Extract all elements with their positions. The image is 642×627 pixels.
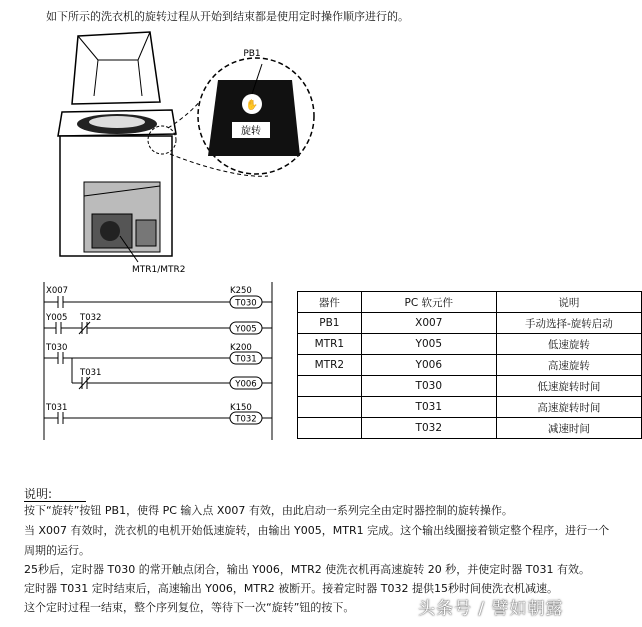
cell-element: T031: [361, 397, 496, 418]
cell-description: 高速旋转: [496, 355, 641, 376]
cell-description: 减速时间: [496, 418, 641, 439]
cell-device: [298, 376, 362, 397]
cell-element: T030: [361, 376, 496, 397]
cell-description: 手动选择-旋转启动: [496, 313, 641, 334]
cell-element: Y005: [361, 334, 496, 355]
motor-label: MTR1/MTR2: [132, 265, 186, 275]
coil-t032: T032: [235, 414, 257, 425]
coil-t031: T031: [235, 354, 257, 365]
table-header-row: [298, 292, 642, 313]
coil-y005: Y005: [235, 324, 257, 335]
intro-text: 如下所示的洗衣机的旋转过程从开始到结束都是使用定时操作顺序进行的。: [46, 10, 409, 23]
table-row: [298, 376, 642, 397]
header-description: 说明: [496, 292, 641, 313]
explanation-line: 定时器 T031 定时结束后，高速输出 Y006，MTR2 被断开。接着定时器 T032 提供15秒时间使洗衣机减速。: [24, 582, 558, 595]
contact-x007: X007: [46, 286, 69, 296]
cell-device: MTR2: [298, 355, 362, 376]
explanation-line: 这个定时过程一结束，整个序列复位，等待下一次“旋转”钮的按下。: [24, 601, 355, 614]
explanation-line: 周期的运行。: [24, 544, 90, 557]
explanation-title: 说明:: [24, 487, 53, 501]
rotate-label: 旋转: [241, 126, 261, 137]
contact-t031-nc: T031: [80, 368, 102, 378]
coil-t030: T030: [235, 298, 257, 309]
table-row: [298, 355, 642, 376]
coil-value-k200: K200: [230, 343, 252, 353]
cell-device: [298, 397, 362, 418]
table-row: [298, 334, 642, 355]
cell-description: 高速旋转时间: [496, 397, 641, 418]
cell-device: MTR1: [298, 334, 362, 355]
contact-t031: T031: [46, 403, 68, 413]
explanation-line: 25秒后，定时器 T030 的常开触点闭合，输出 Y006，MTR2 使洗衣机再高速旋转 20 秒，并使定时器 T031 有效。: [24, 563, 590, 576]
contact-t030: T030: [46, 343, 68, 353]
explanation-line: 按下“旋转”按钮 PB1，使得 PC 输入点 X007 有效，由此启动一系列完全由定时器控制的旋转操作。: [24, 504, 513, 517]
table-row: [298, 418, 642, 439]
coil-y006: Y006: [235, 379, 257, 390]
table-row: [298, 313, 642, 334]
watermark: 头条号 / 譬如朝露: [418, 599, 564, 619]
cell-element: T032: [361, 418, 496, 439]
table-row: [298, 397, 642, 418]
io-table: [297, 291, 642, 439]
header-pc-element: PC 软元件: [361, 292, 496, 313]
header-device: 器件: [298, 292, 362, 313]
explanation-line: 当 X007 有效时，洗衣机的电机开始低速旋转，由输出 Y005，MTR1 完成。这个输出线圈接着锁定整个程序，进行一个: [24, 524, 610, 537]
coil-value-k150: K150: [230, 403, 252, 413]
svg-text:✋: ✋: [245, 100, 259, 111]
cell-element: Y006: [361, 355, 496, 376]
contact-t032: T032: [80, 313, 102, 323]
cell-description: 低速旋转: [496, 334, 641, 355]
cell-description: 低速旋转时间: [496, 376, 641, 397]
cell-element: X007: [361, 313, 496, 334]
contact-y005: Y005: [46, 313, 68, 323]
coil-value-k250: K250: [230, 286, 252, 296]
pb1-label: PB1: [243, 49, 261, 59]
cell-device: [298, 418, 362, 439]
cell-device: PB1: [298, 313, 362, 334]
